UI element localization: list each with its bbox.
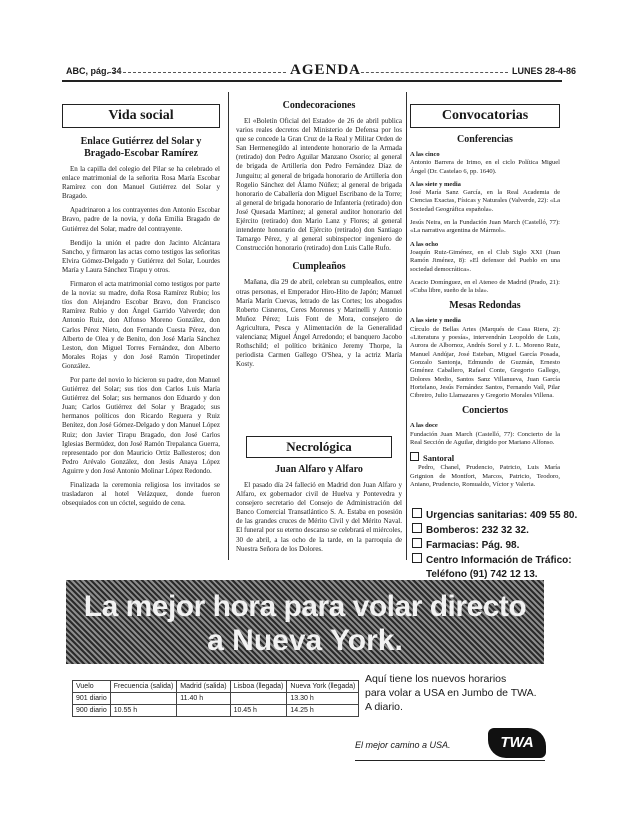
service-item bbox=[412, 508, 577, 523]
service-label: Bomberos: bbox=[426, 525, 479, 536]
page-number: ABC, pág. 34 bbox=[66, 66, 122, 76]
necrologica-column bbox=[236, 464, 402, 559]
table-row bbox=[73, 705, 359, 717]
conferencias-title: Conferencias bbox=[457, 134, 513, 145]
vida-social-paragraph: Firmaron el acta matrimonial como testigos por parte de la novia: su madre, doña Rosa Ramírez Rubio; los tíos don Alejandro Escobar Bravo, don Francisco Ramírez Rubio y don Ángel Garrido Valverde; don Antonio Ruiz, don Alfonso Moreno González, don Carlos Pérez Nieto, don Fernando Cuesta Pérez, don Alberto de Olea y de Benito, don José María Sánchez Leston, don Miguel Torres Fernández, don Alberto Morales Rojas y don José Ramón Tiropetinder González. bbox=[62, 280, 220, 370]
santoral-title bbox=[410, 452, 560, 463]
twa-logo: TWA bbox=[488, 728, 546, 758]
advert-headline: La mejor hora para volar directo bbox=[83, 590, 527, 623]
table-cell: Vuelo bbox=[73, 681, 111, 693]
date: LUNES 28-4-86 bbox=[512, 66, 577, 76]
service-item bbox=[412, 538, 577, 553]
advert-copy-line: para volar a USA en Jumbo de TWA. bbox=[365, 687, 537, 699]
vida-social-paragraph: Apadrinaron a los contrayentes don Antonio Escobar Bravo, padre de la novia, y doña Emilia Bragado de Gutiérrez del Solar, madre del contrayente. bbox=[62, 206, 220, 233]
table-cell bbox=[230, 693, 287, 705]
vida-social-paragraph: Finalizada la ceremonia religiosa los invitados se trasladaron al hotel Velázquez, donde fueron obsequiados con un cóctel, seguido de cena. bbox=[62, 481, 220, 508]
checkbox-icon bbox=[412, 523, 422, 533]
table-row bbox=[73, 681, 359, 693]
event-item: Joaquín Ruiz-Giménez, en el Club Siglo XXI (Juan Ramón Jiménez, 8): «El defensor del Pueblo en una sociedad democrática». bbox=[410, 248, 560, 273]
convocatorias-title: Convocatorias bbox=[441, 108, 529, 123]
event-item: Antonio Barrera de Irimo, en el ciclo Política Miguel Ángel (Dr. Castelao 6, pp. 1640). bbox=[410, 159, 560, 175]
advert-rule bbox=[355, 760, 545, 761]
necrologica-box bbox=[246, 436, 392, 458]
time-label: A las ocho bbox=[410, 240, 439, 248]
time-label: A las cinco bbox=[410, 151, 440, 158]
table-cell: Madrid (salida) bbox=[177, 681, 230, 693]
table-cell: 10.45 h bbox=[230, 705, 287, 717]
service-label: Farmacias: bbox=[426, 540, 479, 551]
convocatorias-box bbox=[410, 104, 560, 128]
time-label: A las siete y media bbox=[410, 180, 461, 188]
advert-copy bbox=[365, 672, 537, 714]
vida-social-column bbox=[62, 136, 220, 513]
time-label: A las doce bbox=[410, 422, 438, 430]
vida-social-title: Vida social bbox=[108, 108, 174, 123]
table-cell: Frecuencia (salida) bbox=[110, 681, 177, 693]
service-item bbox=[412, 553, 577, 568]
vida-social-paragraph: En la capilla del colegio del Pilar se ha celebrado el enlace matrimonial de la señorita Rosa María Escobar Ramírez con don Manuel Gutiérrez del Solar y Bragado. bbox=[62, 165, 220, 201]
necrologica-text: El pasado día 24 falleció en Madrid don Juan Alfaro y Alfaro, ex gobernador civil de Huelva y Pontevedra y consejero secretario del Consejo de Administración del Banco Comercial Transatlántico S. A. Estaba en posesión de las grandes cruces de Mérito Civil y del Mérito Naval. El funeral por su eterno descanso se celebrará el miércoles, 30 de abril, a las ocho de la tarde, en la parroquia de Nuestra Señora de los Dolores. bbox=[236, 481, 402, 553]
table-cell: Lisboa (llegada) bbox=[230, 681, 287, 693]
event-item: José María Sanz García, en la Real Academia de Ciencias Exactas, Físicas y Naturales (Valverde, 22): «La Sociedad Geográfica española». bbox=[410, 189, 560, 213]
middle-column bbox=[236, 100, 402, 374]
santoral-text: Pedro, Chanel, Prudencio, Patricio, Luis María Grignion de Montfort, Marcos, Patricio, Teodoro, Aniano, Prudencio, Romualdo, Víctor y Valeria. bbox=[410, 464, 560, 488]
convocatorias-column bbox=[410, 134, 560, 494]
santoral-label: Santoral bbox=[423, 453, 455, 464]
time-label: A las siete y media bbox=[410, 317, 461, 325]
header-rule bbox=[62, 80, 562, 82]
vida-social-paragraph: Por parte del novio lo hicieron su padre, don Manuel Gutiérrez del Solar; sus tíos don Carlos Luis María Gutiérrez del Solar; sus hermanos don Eduardo y don Juan; Carlos Gutiérrez del Solar y Bragado; sus hermanos políticos don Ricardo Reguera y Ruiz Benítez, don José Gómez-Delgado y don Manuel López Ruiz; don Javier Tirapu Bragado, don José Carlos Iglesias Bermúdez, don José Ramón Trepalanca Guerra, representado por don Mauricio Ortiz Ballesteros; don Pedro Arévalo González, don Jesús Anaya López Aguirre y don José Antonio Molinar López Redondo. bbox=[62, 375, 220, 475]
advert-copy-line: A diario. bbox=[365, 701, 403, 713]
vida-social-paragraph: Bendijo la unión el padre don Jacinto Alcántara Sancho, y firmaron las actas como testigos las señoritas Elvira Gómez-Delgado y Gutiérrez del Solar, Lourdes María y Laura Sánchez Tirapu y otros. bbox=[62, 238, 220, 274]
advert-banner bbox=[66, 580, 544, 664]
condecoraciones-title: Condecoraciones bbox=[282, 100, 356, 111]
checkbox-icon bbox=[412, 538, 422, 548]
event-item: Jesús Neira, en la Fundación Juan March (Castelló, 77): «La narrativa argentina de Mármol». bbox=[410, 219, 560, 235]
column-divider bbox=[228, 92, 229, 560]
advert-copy-line: Aquí tiene los nuevos horarios bbox=[365, 673, 507, 685]
flight-schedule bbox=[72, 680, 359, 717]
service-value: Teléfono (91) 742 12 13. bbox=[426, 569, 538, 580]
service-item bbox=[412, 523, 577, 538]
table-cell bbox=[177, 705, 230, 717]
service-value: Pág. 98. bbox=[481, 540, 520, 551]
checkbox-icon bbox=[410, 452, 419, 461]
table-cell: 11.40 h bbox=[177, 693, 230, 705]
table-cell bbox=[110, 693, 177, 705]
service-label: Urgencias sanitarias: bbox=[426, 510, 528, 521]
service-value: 409 55 80. bbox=[529, 510, 578, 521]
event-item: Acacio Domínguez, en el Ateneo de Madrid (Prado, 21): «Cuba libre, sueño de la isla». bbox=[410, 278, 560, 295]
necrologica-title: Necrológica bbox=[286, 439, 352, 454]
table-cell: 10.55 h bbox=[110, 705, 177, 717]
advert-tagline: El mejor camino a USA. bbox=[355, 740, 451, 750]
services-list bbox=[412, 508, 577, 582]
cumpleanos-text: Mañana, día 29 de abril, celebran su cumpleaños, entre otras personas, el Emperador Hiro-Hito de Japón; Manuel María Marín Cuevas, letrado de las Cortes; los abogados Roberto Cisneros, Ceres Morenes y Marinelli y Antonio Muñoz Pérez; Luis Font de Mora, consejero de Agricultura, Pesca y Alimentación de la Generalidad valenciana; Miguel Ángel Arredondo; el banquero Jacobo Rothschild; el político británico Jeremy Thorpe, la periodista Carmen Gallego O'Shea, y la actriz María Kosty. bbox=[236, 278, 402, 369]
header-divider-right bbox=[356, 72, 508, 73]
service-label: Centro Información de Tráfico: bbox=[426, 555, 572, 566]
checkbox-icon bbox=[412, 508, 422, 518]
table-cell: 14.25 h bbox=[287, 705, 359, 717]
checkbox-icon bbox=[412, 553, 422, 563]
advert-headline: a Nueva York. bbox=[207, 624, 403, 657]
necrologica-headline: Juan Alfaro y Alfaro bbox=[275, 464, 363, 475]
event-item: Círculo de Bellas Artes (Marqués de Casa Riera, 2): «Literatura y poesía», intervendrán Leopoldo de Luis, Aurora de Albornoz, Andrés Sorel y J. L. Moreno Ruiz, Manuel Andújar, José Esteban, Miguel García Posada, Gonzalo Santonja, Edmundo de Guzmán, Ernesto Giménez Caballero, Rafael Conte, Gregorio Gallego, Dolores Medio, Santos Sanz Villanueva, Juan García Hortelano, Jesús Fernández Santos, Fernando Vaíl, Pilar Cibreiro, Julio Llamazares y Gregorio Morales Villena. bbox=[410, 325, 560, 400]
table-cell: 13.30 h bbox=[287, 693, 359, 705]
table-cell: 900 diario bbox=[73, 705, 111, 717]
event-item: Fundación Juan March (Castelló, 77): Concierto de la Real Sección de Aguilar, dirigido por Mariano Alfonso. bbox=[410, 430, 560, 447]
section-title: AGENDA bbox=[290, 62, 362, 78]
conciertos-title: Conciertos bbox=[461, 405, 509, 417]
service-value: 232 32 32. bbox=[481, 525, 529, 536]
table-row bbox=[73, 693, 359, 705]
mesas-redondas-title: Mesas Redondas bbox=[449, 300, 521, 312]
column-divider bbox=[406, 92, 407, 560]
vida-social-headline: Enlace Gutiérrez del Solar y Bragado-Escobar Ramírez bbox=[80, 136, 202, 159]
cumpleanos-title: Cumpleaños bbox=[292, 261, 346, 273]
table-cell: Nueva York (llegada) bbox=[287, 681, 359, 693]
vida-social-box bbox=[62, 104, 220, 128]
table-cell: 901 diario bbox=[73, 693, 111, 705]
header-divider-left bbox=[108, 72, 286, 73]
condecoraciones-text: El «Boletín Oficial del Estado» de 26 de abril publica varios reales decretos del Ministerio de Defensa por los que se concede la Gran Cruz de la Real y Militar Orden de San Hermenegildo al intendente honorario de la Armada (retirado) don Pedro Aguilar Manzano Osorio; al general de brigada de Artillería don Pedro Fernández Díaz de Junguitu; al general de brigada honorario de Artillería don Rogelio Sánchez del Álamo Núñez; al general de brigada honorario de Caballería don Miguel Escribano de la Torre; al general de brigada honorario de Infantería (retirado) don José Quesada Martínez; al general auditor honorario del Ejército (retirado) don Mario Lanz y Flores; al general intendente honorario del Ejército (retirado) don Santiago Tamargo Pérez, y al general subinspector ingeniero de Construcción honorario (retirado) don Luis Calle Rufo. bbox=[236, 117, 402, 253]
